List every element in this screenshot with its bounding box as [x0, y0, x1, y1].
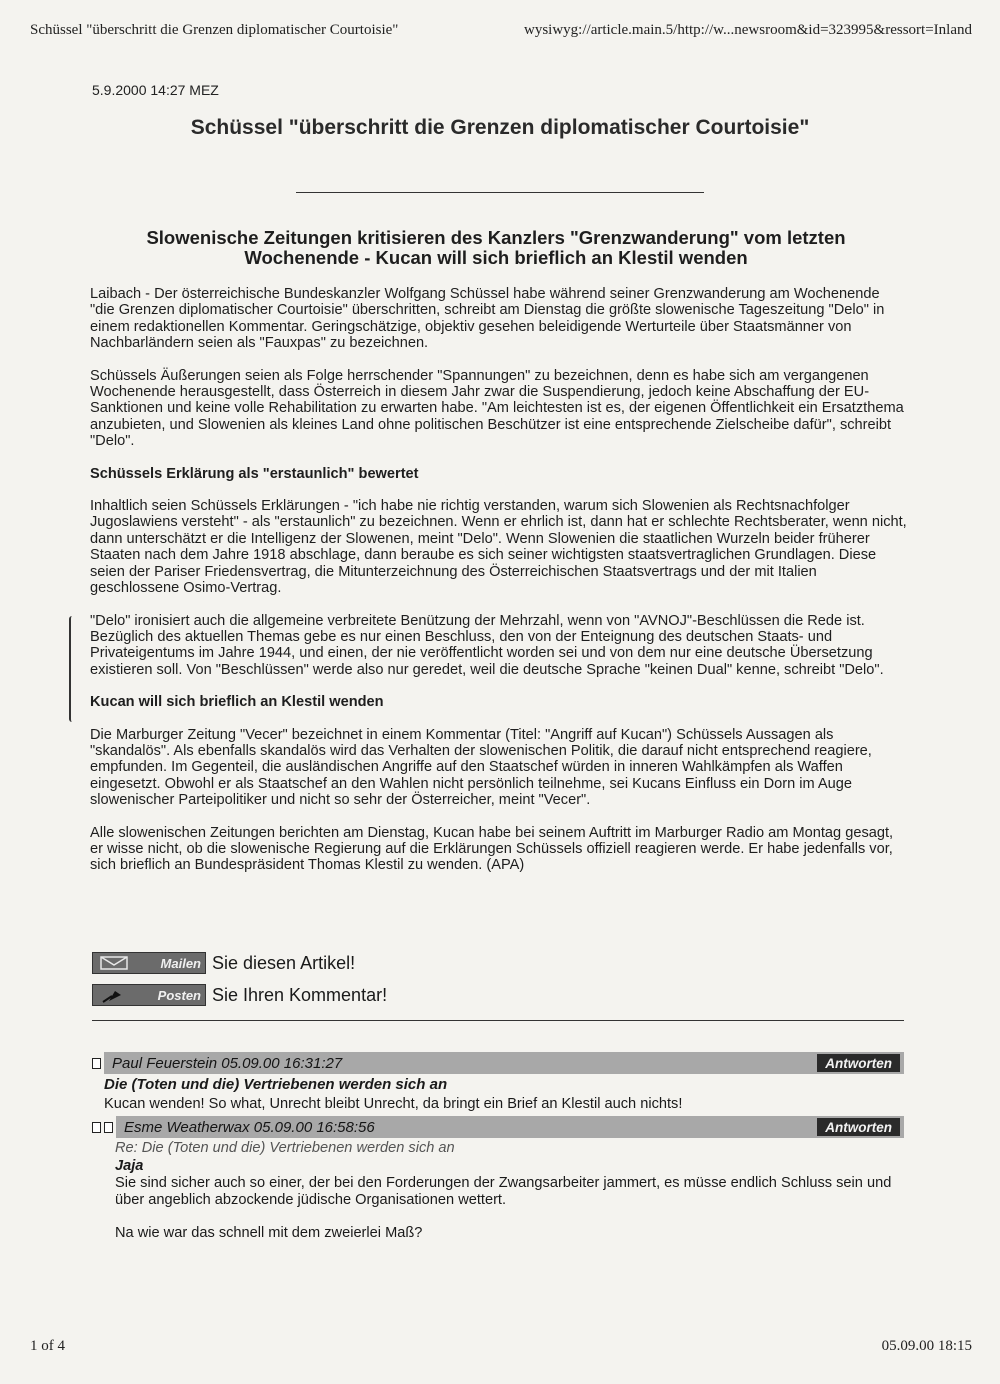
print-header-title: Schüssel "überschritt die Grenzen diplomatischer Courtoisie" — [30, 22, 399, 38]
comment-body: Kucan wenden! So what, Unrecht bleibt Unrecht, da bringt ein Brief an Klestil auch nichts! — [104, 1096, 683, 1112]
article-body — [90, 286, 908, 890]
handwritten-margin-mark — [69, 616, 75, 722]
mail-button-label: Mailen — [160, 955, 201, 971]
comment-body-continued: Na wie war das schnell mit dem zweierlei Maß? — [115, 1225, 423, 1241]
comment-author-time: Esme Weatherwax 05.09.00 16:58:56 — [124, 1118, 375, 1136]
print-footer — [30, 1338, 972, 1355]
thread-marker-icon — [92, 1058, 101, 1069]
article-paragraph: Laibach - Der österreichische Bundeskanzler Wolfgang Schüssel habe während seiner Grenzwanderung am Wochenende "die Grenzen diplomatischer Courtoisie" überschritten, schreibt am Dienstag die größte slowenische Tageszeitung "Delo" in einem redaktionellen Kommentar. Geringschätzige, objektiv gesehen beleidigende Werturteile über Staatsmänner von Nachbarländern seien als "Fauxpas" zu bezeichnen. — [90, 286, 885, 352]
comment-header — [92, 1116, 904, 1138]
comment-reference: Re: Die (Toten und die) Vertriebenen werden sich an — [115, 1140, 455, 1156]
mail-article-text: Sie diesen Artikel! — [212, 952, 356, 973]
mail-article-row — [92, 952, 355, 974]
article-paragraph: "Delo" ironisiert auch die allgemeine verbreitete Benützung der Mehrzahl, wenn von "AVNOJ"-Beschlüssen die Rede ist. Bezüglich des aktuellen Themas gebe es nur einen Beschluss, den von der Enteignung des deutschen Staats- und Privateigentums im Jahre 1944, und einen, der nie veröffentlicht worden sei und von dem nur eine deutsche Übersetzung existieren soll. Von "Beschlüssen" werde also nur geredet, weil die deutsche Sprache "keinen Dual" kenne, schreibt "Delo". — [90, 612, 884, 678]
pin-icon — [99, 987, 129, 1003]
envelope-icon — [99, 955, 129, 971]
reply-button[interactable]: Antworten — [817, 1118, 900, 1136]
article-paragraph: Inhaltlich seien Schüssels Erklärungen - "ich habe nie richtig verstanden, warum sich Slowenien als Rechtsnachfolger Jugoslawiens versteht" - als "erstaunlich" zu bezeichnen. Wenn er ehrlich ist, dann hat er schlechte Rechtsberater, wenn nicht, dann unterschätzt er die Intelligenz der Slowenen, meint "Delo". Wenn Slowenien die staatlichen Wurzeln beider früherer Staaten nach dem Jahre 1918 abschlage, dann beraube es sich seiner wichtigsten staatsvertraglichen Grundlagen. Diese seien der Pariser Friedensvertrag, die Mitunterzeichnung des Österreichischen Staatsvertrags und der mit Italien geschlossene Osimo-Vertrag. — [90, 498, 907, 597]
comment-header-bar — [104, 1052, 904, 1074]
reply-button[interactable]: Antworten — [817, 1054, 900, 1072]
comment-author-time: Paul Feuerstein 05.09.00 16:31:27 — [112, 1054, 343, 1072]
post-comment-button[interactable] — [92, 984, 206, 1006]
article-paragraph: Alle slowenischen Zeitungen berichten am Dienstag, Kucan habe bei seinem Auftritt im Marburger Radio am Montag gesagt, er wisse nicht, ob die slowenische Regierung auf die Erklärungen Schüssels offiziell reagieren werde. Er habe jedenfalls vor, sich brieflich an Bundespräsident Thomas Klestil zu wenden. (APA) — [90, 824, 894, 874]
page-title: Schüssel "überschritt die Grenzen diplomatischer Courtoisie" — [190, 116, 810, 139]
thread-marker-icon — [92, 1122, 101, 1133]
mail-article-button[interactable] — [92, 952, 206, 974]
page-number: 1 of 4 — [30, 1338, 65, 1354]
comment-title: Jaja — [115, 1158, 144, 1174]
article-paragraph: Die Marburger Zeitung "Vecer" bezeichnet in einem Kommentar (Titel: "Angriff auf Kucan") Schüssels Aussagen als "skandalös". Als ebenfalls skandalös wird das Verhalten der slowenischen Politik, die darauf nicht entsprechend reagiere, empfunden. Im Gegenteil, die ausländischen Angriffe auf den Staatschef würden in inneren Wahlkämpfen als Waffen eingesetzt. Obwohl er als Staatschef an den Wahlen nicht persönlich teilnehme, sei Kucans Einfluss ein Dorn im Auge slowenischer Parteipolitiker und nicht so sehr der Österreicher, meint "Vecer". — [90, 726, 872, 809]
article-datetime: 5.9.2000 14:27 MEZ — [92, 82, 219, 98]
article-subtitle: Slowenische Zeitungen kritisieren des Kanzlers "Grenzwanderung" vom letzten Wochenende - Kucan will sich brieflich an Klestil wenden — [146, 227, 846, 269]
print-header — [30, 22, 972, 39]
print-header-url: wysiwyg://article.main.5/http://w...newsroom&id=323995&ressort=Inland — [524, 22, 972, 38]
comment-title: Die (Toten und die) Vertriebenen werden sich an — [104, 1076, 448, 1093]
title-divider — [296, 192, 704, 193]
article-paragraph: Schüssels Äußerungen seien als Folge herrschender "Spannungen" zu bezeichnen, denn es habe sich am vergangenen Wochenende herausgestellt, dass Österreich in diesem Jahr zwar die Suspendierung, jedoch keine Abschaffung der EU-Sanktionen und keine volle Rehabilitation zu erwarten habe. "Am leichtesten ist es, der eigenen Öffentlichkeit ein Ersatzthema anzubieten, und Slowenien als kleines Land ohne politischen Beschützer ist eine entsprechende Zielscheibe dafür", schreibt "Delo". — [90, 367, 904, 450]
post-button-label: Posten — [157, 987, 201, 1003]
article-subheading: Kucan will sich brieflich an Klestil wenden — [90, 694, 384, 711]
comment-header-bar — [116, 1116, 904, 1138]
comments-divider — [92, 1020, 904, 1021]
print-timestamp: 05.09.00 18:15 — [881, 1338, 972, 1354]
post-comment-text: Sie Ihren Kommentar! — [212, 984, 388, 1005]
thread-marker-icon — [104, 1122, 113, 1133]
article-subheading: Schüssels Erklärung als "erstaunlich" bewertet — [90, 465, 419, 482]
comment-header — [92, 1052, 904, 1074]
post-comment-row — [92, 984, 387, 1006]
comment-body: Sie sind sicher auch so einer, der bei den Forderungen der Zwangsarbeiter jammert, es müsse endlich Schluss sein und über angeblich abzockende jüdische Organisationen wettert. — [115, 1175, 892, 1208]
